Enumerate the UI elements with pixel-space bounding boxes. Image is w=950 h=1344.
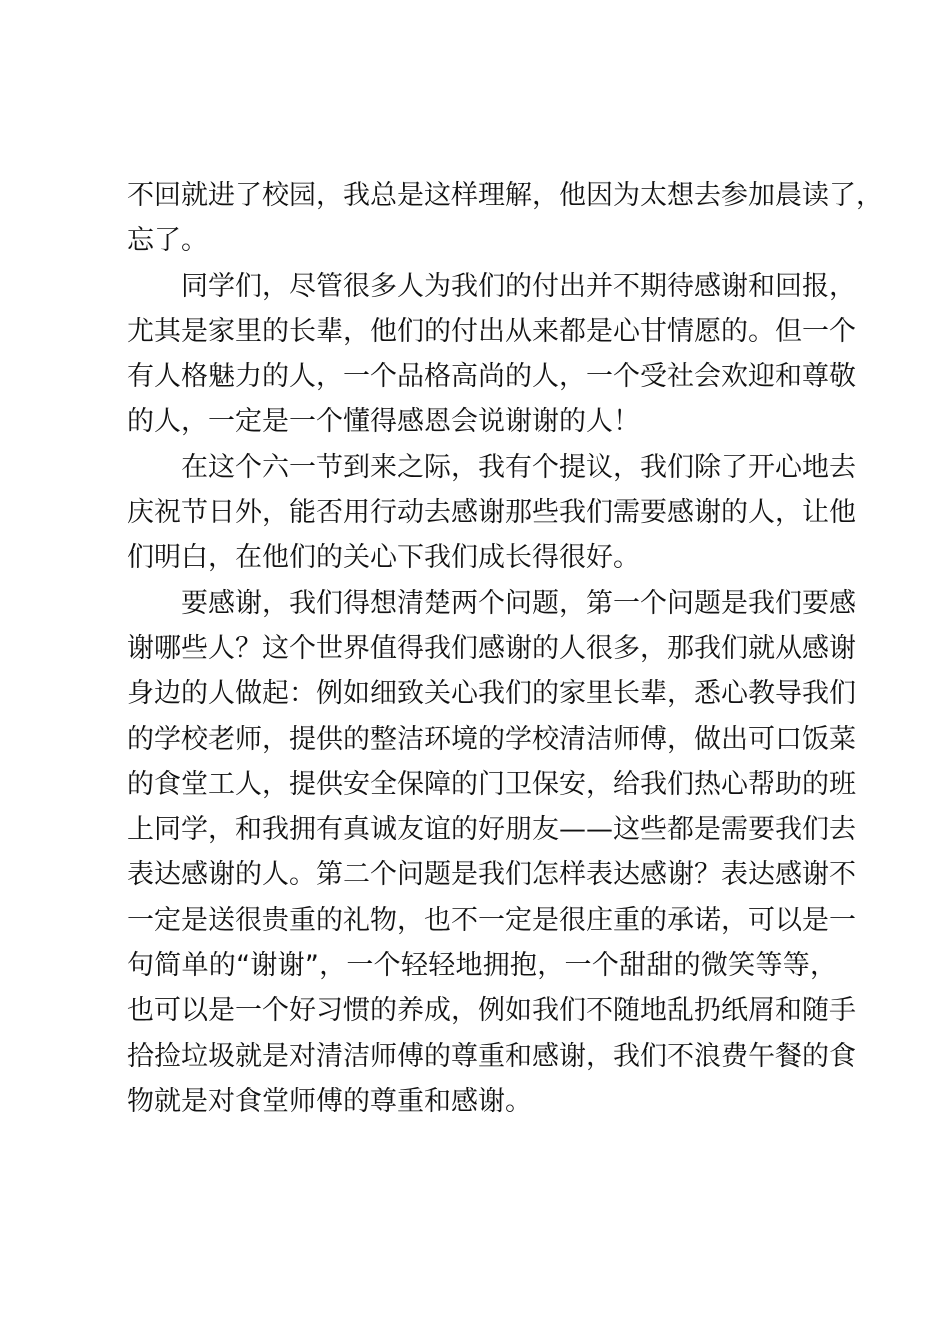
text-line: 有人格魅力的人，一个品格高尚的人，一个受社会欢迎和尊敬 [127,361,856,393]
text-line: 们明白，在他们的关心下我们成长得很好。 [127,542,640,574]
text-line: 在这个六一节到来之际，我有个提议，我们除了开心地去 [181,451,856,483]
text-line: 要感谢，我们得想清楚两个问题，第一个问题是我们要感 [181,587,856,619]
text-line: 身边的人做起：例如细致关心我们的家里长辈，悉心教导我们 [127,678,856,710]
text-line: 的学校老师，提供的整洁环境的学校清洁师傅，做出可口饭菜 [127,723,856,755]
text-line: 庆祝节日外，能否用行动去感谢那些我们需要感谢的人，让他 [127,497,856,529]
text-line: 的食堂工人，提供安全保障的门卫保安，给我们热心帮助的班 [127,768,856,800]
text-line: 句简单的“谢谢”，一个轻轻地拥抱，一个甜甜的微笑等等， [127,950,837,982]
body-text [127,173,883,1124]
text-line: 一定是送很贵重的礼物，也不一定是很庄重的承诺，可以是一 [127,904,856,936]
text-line: 同学们，尽管很多人为我们的付出并不期待感谢和回报， [181,270,856,302]
text-line: 忘了。 [127,225,208,257]
text-line: 的人，一定是一个懂得感恩会说谢谢的人！ [127,406,640,438]
text-line: 表达感谢的人。第二个问题是我们怎样表达感谢？表达感谢不 [127,859,856,891]
text-line: 拾捡垃圾就是对清洁师傅的尊重和感谢，我们不浪费午餐的食 [127,1040,856,1072]
text-line: 尤其是家里的长辈，他们的付出从来都是心甘情愿的。但一个 [127,315,856,347]
text-line: 谢哪些人？这个世界值得我们感谢的人很多，那我们就从感谢 [127,632,856,664]
text-line: 也可以是一个好习惯的养成，例如我们不随地乱扔纸屑和随手 [127,995,856,1027]
text-line: 上同学，和我拥有真诚友谊的好朋友——这些都是需要我们去 [127,814,856,846]
text-line: 不回就进了校园，我总是这样理解，他因为太想去参加晨读了， [127,180,883,211]
text-line: 物就是对食堂师傅的尊重和感谢。 [127,1085,532,1117]
